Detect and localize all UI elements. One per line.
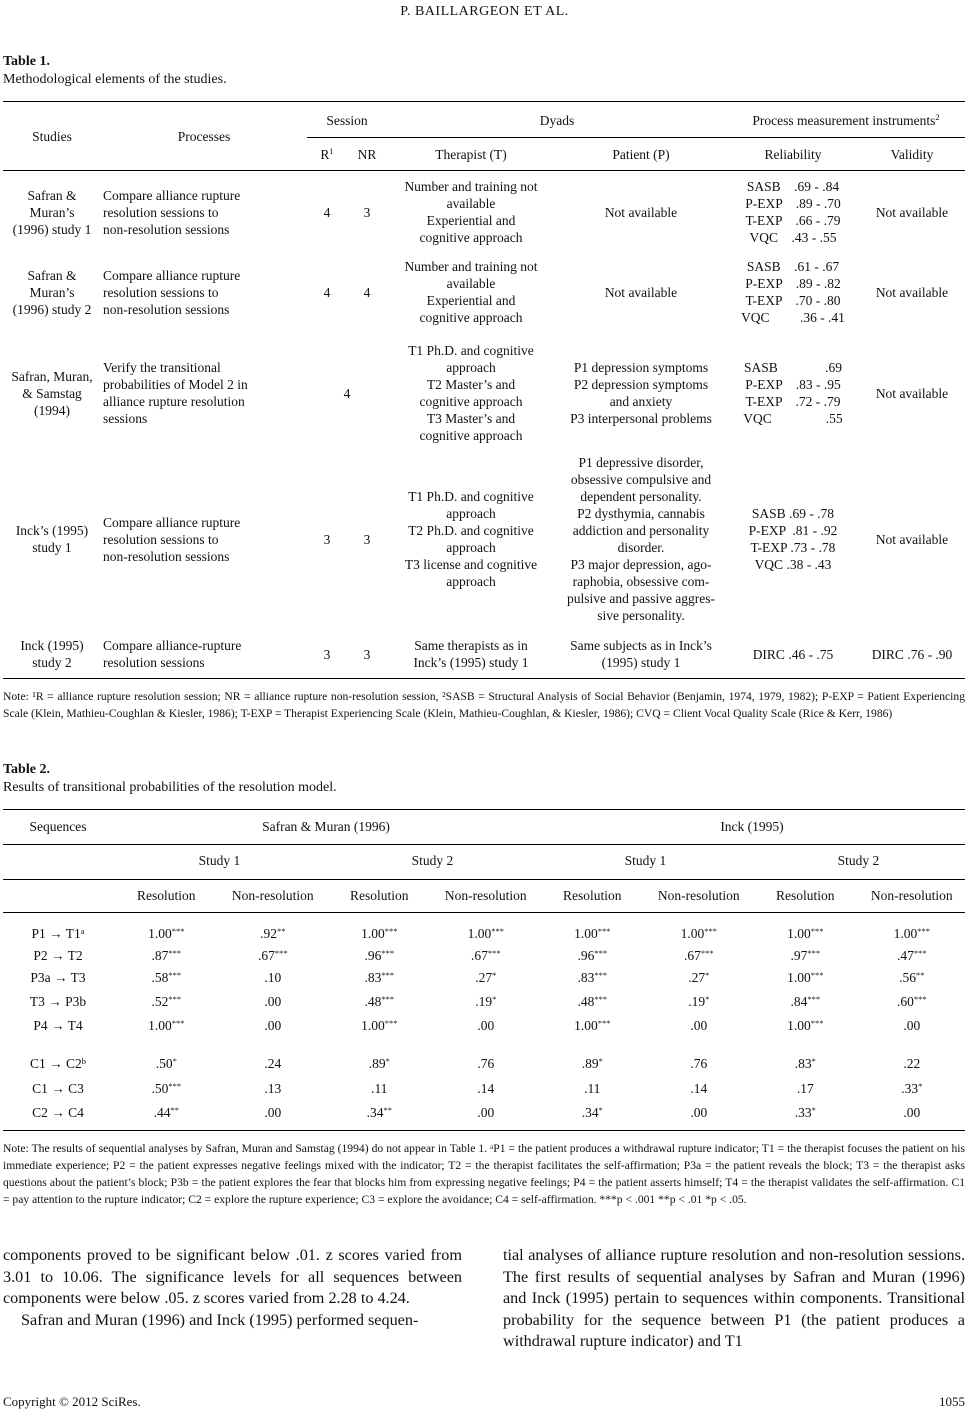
t2-value-cell: .19* <box>475 994 497 1009</box>
t1-row3-validity-line: Not available <box>875 385 949 401</box>
t2-value-cell: .11 <box>371 1081 388 1096</box>
t1-row4-therapist-line: approach <box>446 506 496 521</box>
t1-row2-process-line: resolution sessions to <box>103 284 219 300</box>
t2-value-cell: .50*** <box>151 1081 182 1096</box>
t2-value-cell: .48*** <box>577 994 608 1009</box>
t1-row3-study-line: (1994) <box>34 402 70 418</box>
t1-row5-validity <box>859 646 965 663</box>
t1-header-therapist: Therapist (T) <box>435 147 507 162</box>
t1-row5-process-line: resolution sessions <box>103 655 205 670</box>
t2-value-cell: .67*** <box>257 948 288 963</box>
table2-note: Note: The results of sequential analyses by Safran, Muran and Samstag (1994) do not appear in Table 1. ᵃP1 = the patient produces a withdrawal rupture indicator; T1 = the therapist focuses the patient on his immediate experience; P2 = the patient expresses negative feelings mixed with the indicator; T2 = the therapist facilitates the self-affirmation; P3a = the patient reveals the block; T3 = the therapist asks questions about the patient’s block; P3b = the patient explores the fear that blocks him from expressing negative feelings; P4 = the patient asserts himself; T4 = the therapist validates the self-affirmation. C1 = pay attention to the rupture indicator; C2 = explore the rupture experience; C3 = explore the avoidance; C4 = self-affirmation. ***p < .001 **p < .01 *p < .05. <box>3 1142 965 1206</box>
t1-row1-r <box>307 204 347 221</box>
t2-value-cell: .11 <box>584 1081 601 1096</box>
t2-value-cell: 1.00*** <box>893 926 930 941</box>
t1-row5-study-line: study 2 <box>32 655 72 670</box>
t2-value-cell: 1.00*** <box>467 926 504 941</box>
t1-row2-reliability-line: P-EXP .89 - .82 <box>745 276 841 291</box>
t1-row4-process-line: resolution sessions to <box>103 531 219 547</box>
t2-sequence-label: P4 → T4 <box>33 1018 83 1033</box>
t1-row4-patient-line: raphobia, obsessive com- <box>572 574 710 589</box>
t2-value-cell: .67*** <box>683 948 714 963</box>
t2-sequence-label: P3a → T3 <box>30 970 86 985</box>
t1-row1-study-line: (1996) study 1 <box>12 221 92 237</box>
t1-row4-therapist-line: T2 Ph.D. and cognitive <box>408 523 534 538</box>
t1-row1-study-line: Muran’s <box>29 204 75 220</box>
t1-row5-study-line: Inck (1995) <box>20 638 84 653</box>
t2-study-header: Study 1 <box>198 853 241 868</box>
t1-row3-reliability <box>727 359 859 427</box>
t2-value-cell: .60*** <box>896 994 927 1009</box>
t1-row4-patient-line: sive personality. <box>597 608 685 623</box>
t2-value-cell: 1.00*** <box>787 926 824 941</box>
t1-header-reliability: Reliability <box>764 147 822 162</box>
t1-row5-patient-line: (1995) study 1 <box>601 655 681 670</box>
t2-sequence-label: $P1 \to T1^a$ <box>31 926 85 941</box>
t1-row4-therapist-line: approach <box>446 574 496 589</box>
t1-row4-patient-line: disorder. <box>617 540 665 555</box>
t1-row4-process <box>103 514 307 565</box>
t1-row4-reliability-line: SASB .69 - .78 <box>751 506 835 521</box>
t1-row1-patient-line: Not available <box>604 204 678 220</box>
t2-value-cell: .34** <box>366 1105 392 1120</box>
t2-header-sequences: Sequences <box>29 819 87 834</box>
body-left-paragraph-2: Safran and Muran (1996) and Inck (1995) performed sequen- <box>21 1310 419 1329</box>
t1-row5-r-line: 3 <box>323 646 331 662</box>
t1-header-midrule <box>307 137 965 138</box>
running-header: P. BAILLARGEON ET AL. <box>400 4 569 19</box>
t2-value-cell: .84*** <box>790 994 821 1009</box>
t1-row2-therapist-line: cognitive approach <box>419 310 523 325</box>
t1-row5-process-line: Compare alliance-rupture <box>103 638 242 653</box>
t1-row2-study <box>3 267 101 318</box>
t1-row4-patient-line: addiction and personality <box>572 523 710 538</box>
t1-row1-r-line: 4 <box>323 204 331 220</box>
t1-header-dyads: Dyads <box>539 113 575 128</box>
t2-value-cell: 1.00*** <box>148 1018 185 1033</box>
t2-sequence-label: T3 → P3b <box>29 994 87 1009</box>
t1-row3-study-line: & Samstag <box>22 385 82 401</box>
t2-value-cell: 1.00*** <box>787 970 824 985</box>
t1-row4-patient-line: pulsive and passive aggres- <box>566 591 716 606</box>
t1-row3-r-line: 4 <box>343 385 351 401</box>
t1-row5-patient <box>555 637 727 671</box>
t1-row3-process-line: Verify the transitional <box>103 360 221 375</box>
t1-row3-study <box>3 368 101 419</box>
t2-value-cell: .83*** <box>577 970 608 985</box>
t1-row5-therapist-line: Inck’s (1995) study 1 <box>413 655 529 670</box>
t1-row3-patient-line: P3 interpersonal problems <box>570 411 712 426</box>
t2-value-cell: .00 <box>690 1105 708 1120</box>
t2-header-group2: Inck (1995) <box>720 819 784 834</box>
t2-value-cell: .13 <box>264 1081 282 1096</box>
t1-row4-therapist <box>387 488 555 590</box>
t2-value-cell: .14 <box>690 1081 708 1096</box>
t2-value-cell: .34* <box>581 1105 603 1120</box>
t1-header-processes: Processes <box>177 129 231 144</box>
t1-row2-validity <box>859 284 965 301</box>
t1-row4-nr <box>347 531 387 548</box>
t1-row1-study <box>3 187 101 238</box>
t2-value-cell: 1.00*** <box>361 926 398 941</box>
t1-row2-reliability <box>727 258 859 326</box>
t1-row5-r <box>307 646 347 663</box>
t1-row3-therapist-line: T3 Master’s and <box>426 411 516 426</box>
t1-row4-process-line: non-resolution sessions <box>103 548 230 564</box>
t2-header-group1: Safran & Muran (1996) <box>262 819 390 834</box>
t2-value-cell: .83*** <box>364 970 395 985</box>
table1-title: Table 1. <box>3 54 50 69</box>
t2-value-cell: .67*** <box>470 948 501 963</box>
t1-row2-process-line: non-resolution sessions <box>103 301 230 317</box>
t2-subcol-header: Non-resolution <box>231 888 314 903</box>
t2-study-header: Study 1 <box>624 853 667 868</box>
t1-row3-therapist-line: T1 Ph.D. and cognitive <box>408 343 534 358</box>
t1-row5-patient-line: Same subjects as in Inck’s <box>570 638 712 653</box>
t1-header-studies: Studies <box>32 129 72 144</box>
t1-row1-nr <box>347 204 387 221</box>
t1-row2-validity-line: Not available <box>875 284 949 300</box>
t1-row1-therapist-line: Number and training not <box>404 179 538 194</box>
t1-row1-process-line: non-resolution sessions <box>103 221 230 237</box>
t1-row4-therapist-line: T1 Ph.D. and cognitive <box>408 489 534 504</box>
t2-value-cell: .76 <box>477 1056 495 1071</box>
t1-row2-reliability-line: VQC .36 - .41 <box>741 310 845 325</box>
t2-value-cell: .22 <box>903 1056 921 1071</box>
t2-value-cell: 1.00*** <box>680 926 717 941</box>
t1-row2-reliability-line: T-EXP .70 - .80 <box>745 293 841 308</box>
t1-row2-r-line: 4 <box>323 284 331 300</box>
t2-value-cell: .83* <box>794 1056 816 1071</box>
t2-value-cell: 1.00*** <box>574 926 611 941</box>
body-right-paragraph-1: tial analyses of alliance rupture resolution and non-resolution sessions. The first results of sequential analyses by Safran and Muran (1996) and Inck (1995) pertain to sequences within components. Transitional probability for the sequence between P1 (the patient produces a withdrawal rupture indicator) and T1 <box>503 1246 965 1350</box>
t2-value-cell: .76 <box>690 1056 708 1071</box>
t1-row4-patient-line: P1 depressive disorder, <box>578 455 704 470</box>
t1-row1-patient <box>555 204 727 221</box>
t1-row4-reliability-line: T-EXP .73 - .78 <box>750 540 836 555</box>
t1-row1-process <box>103 187 307 238</box>
t1-row3-process-line: alliance rupture resolution <box>103 394 245 409</box>
t1-header-session: Session <box>326 113 368 128</box>
t1-header-patient: Patient (P) <box>612 147 670 162</box>
t1-row4-nr-line: 3 <box>363 531 371 547</box>
t1-header-instruments: Process measurement instruments$^2$ <box>752 112 940 128</box>
t1-row4-patient-line: dependent personality. <box>580 489 702 504</box>
t1-row4-reliability-line: P-EXP .81 - .92 <box>748 523 838 538</box>
t2-value-cell: .00 <box>264 994 282 1009</box>
body-left-column <box>3 1245 462 1331</box>
t1-row3-therapist-line: T2 Master’s and <box>426 377 516 392</box>
t1-row2-nr <box>347 284 387 301</box>
t1-row4-r <box>307 531 347 548</box>
t2-value-cell: .14 <box>477 1081 495 1096</box>
body-right-column <box>503 1245 965 1353</box>
t1-row3-reliability-line: P-EXP .83 - .95 <box>745 377 841 392</box>
t1-row3-patient <box>555 359 727 427</box>
t2-value-cell: .10 <box>264 970 282 985</box>
t2-value-cell: .27* <box>688 970 710 985</box>
t1-row4-patient <box>555 454 727 624</box>
t2-study-header: Study 2 <box>411 853 454 868</box>
t1-row4-validity <box>859 531 965 548</box>
t1-row2-therapist-line: available <box>446 276 496 291</box>
t1-row1-reliability-line: T-EXP .66 - .79 <box>745 213 841 228</box>
t2-value-cell: .87*** <box>151 948 182 963</box>
t1-row4-study <box>3 522 101 556</box>
t1-row5-validity-line: DIRC .76 - .90 <box>871 646 953 662</box>
t2-subcol-header: Resolution <box>136 888 196 903</box>
t1-row4-reliability <box>727 505 859 573</box>
t2-value-cell: .27* <box>475 970 497 985</box>
t1-row1-therapist <box>387 178 555 246</box>
t2-value-cell: .00 <box>264 1105 282 1120</box>
t1-row4-study-line: study 1 <box>32 540 72 555</box>
t2-value-cell: 1.00*** <box>574 1018 611 1033</box>
table1-bottom-rule <box>3 678 965 679</box>
t1-row3-reliability-line: VQC .55 <box>743 411 843 426</box>
t1-row2-therapist-line: Number and training not <box>404 259 538 274</box>
t1-row3-patient-line: P2 depression symptoms <box>573 377 709 392</box>
table1-top-rule <box>3 101 965 102</box>
t2-value-cell: .58*** <box>151 970 182 985</box>
t1-row3-therapist-line: cognitive approach <box>419 394 523 409</box>
table2-subtitle: Results of transitional probabilities of the resolution model. <box>3 780 337 795</box>
t2-sequence-label: C2 → C4 <box>32 1105 84 1120</box>
table2-top-rule <box>3 809 965 810</box>
table1-subtitle: Methodological elements of the studies. <box>3 72 227 87</box>
t1-row2-study-line: Safran & <box>27 267 77 283</box>
t1-row3-process <box>103 359 307 427</box>
t1-row4-patient-line: P2 dysthymia, cannabis <box>577 506 705 521</box>
t2-subcol-header: Resolution <box>562 888 622 903</box>
t1-row2-reliability-line: SASB .61 - .67 <box>746 259 840 274</box>
t1-row5-study <box>3 637 101 671</box>
t2-value-cell: .97*** <box>790 948 821 963</box>
t2-value-cell: .19* <box>688 994 710 1009</box>
t1-row1-validity-line: Not available <box>875 204 949 220</box>
body-left-paragraph-1: components proved to be significant below .01. z scores varied from 3.01 to 10.06. The significance levels for all sequences between components were below .05. z scores varied from 2.28 to 4.24. <box>3 1246 462 1307</box>
t1-row5-process <box>103 637 307 671</box>
t2-value-cell: .52*** <box>151 994 182 1009</box>
t1-row1-nr-line: 3 <box>363 204 371 220</box>
t1-row2-r <box>307 284 347 301</box>
t1-row1-therapist-line: cognitive approach <box>419 230 523 245</box>
t2-rule-3 <box>3 879 965 880</box>
footer-page-number: 1055 <box>939 1394 965 1409</box>
t1-row2-nr-line: 4 <box>363 284 371 300</box>
t1-row1-study-line: Safran & <box>27 187 77 203</box>
t2-value-cell: .17 <box>796 1081 814 1096</box>
t2-value-cell: .96*** <box>364 948 395 963</box>
t1-row1-process-line: Compare alliance rupture <box>103 187 241 203</box>
t1-header-r: $R^1$ <box>320 146 334 162</box>
t1-row1-therapist-line: available <box>446 196 496 211</box>
t1-row1-process-line: resolution sessions to <box>103 204 219 220</box>
t1-row5-therapist-line: Same therapists as in <box>414 638 528 653</box>
t1-row3-patient-line: and anxiety <box>609 394 673 409</box>
t2-value-cell: .89* <box>368 1056 390 1071</box>
t1-row4-process-line: Compare alliance rupture <box>103 514 241 530</box>
t2-study-header: Study 2 <box>837 853 880 868</box>
t1-header-nr: NR <box>357 147 377 162</box>
t1-row3-reliability-line: T-EXP .72 - .79 <box>745 394 841 409</box>
t1-row4-therapist-line: approach <box>446 540 496 555</box>
t1-row4-validity-line: Not available <box>875 531 949 547</box>
t2-value-cell: .44** <box>153 1105 179 1120</box>
t1-row3-study-line: Safran, Muran, <box>11 368 93 384</box>
t2-rule-2 <box>3 844 965 845</box>
t2-value-cell: .56** <box>899 970 925 985</box>
t1-row1-reliability-line: SASB .69 - .84 <box>746 179 840 194</box>
t1-row3-reliability-line: SASB .69 <box>744 360 842 375</box>
table1-note: Note: ¹R = alliance rupture resolution session; NR = alliance rupture non-resolution session, ²SASB = Structural Analysis of Social Behavior (Benjamin, 1974, 1979, 1982); P-EXP = Patient Experiencing Scale (Klein, Mathieu-Coughlan & Kiesler, 1986); T-EXP = Therapist Experiencing Scale (Klein, Mathieu-Coughlan, & Kiesler, 1986); CVQ = Client Vocal Quality Scale (Rice & Kerr, 1986) <box>3 690 965 720</box>
t2-subcol-header: Non-resolution <box>870 888 953 903</box>
t1-row3-process-line: sessions <box>103 411 148 426</box>
t1-row3-therapist-line: approach <box>446 360 496 375</box>
t1-row1-therapist-line: Experiential and <box>426 213 516 228</box>
t2-value-cell: 1.00*** <box>361 1018 398 1033</box>
t1-row4-patient-line: P3 major depression, ago- <box>570 557 712 572</box>
table2-title: Table 2. <box>3 762 50 777</box>
t2-subcol-header: Non-resolution <box>657 888 740 903</box>
t1-row3-r <box>307 385 387 402</box>
t2-value-cell: .33* <box>901 1081 923 1096</box>
t1-row2-patient-line: Not available <box>604 284 678 300</box>
t1-header-bottom-rule <box>3 170 965 171</box>
t2-value-cell: .92** <box>260 926 286 941</box>
t1-row1-reliability <box>727 178 859 246</box>
t1-row4-reliability-line: VQC .38 - .43 <box>754 557 832 572</box>
t2-value-cell: .00 <box>903 1105 921 1120</box>
t2-sequence-label: C1 → C3 <box>32 1081 84 1096</box>
t1-row1-reliability-line: P-EXP .89 - .70 <box>745 196 841 211</box>
t2-value-cell: .00 <box>477 1018 495 1033</box>
t1-row3-patient-line: P1 depression symptoms <box>573 360 709 375</box>
t1-row4-patient-line: obsessive compulsive and <box>570 472 712 487</box>
t2-value-cell: .89* <box>581 1056 603 1071</box>
t1-row4-therapist-line: T3 license and cognitive <box>404 557 538 572</box>
t2-value-cell: .00 <box>903 1018 921 1033</box>
t2-value-cell: .24 <box>264 1056 282 1071</box>
t1-row2-study-line: Muran’s <box>29 284 75 300</box>
t2-value-cell: .96*** <box>577 948 608 963</box>
t1-row2-patient <box>555 284 727 301</box>
t2-value-cell: 1.00*** <box>148 926 185 941</box>
t1-row2-process <box>103 267 307 318</box>
t1-row2-therapist-line: Experiential and <box>426 293 516 308</box>
t1-row5-reliability-line: DIRC .46 - .75 <box>752 646 834 662</box>
footer-copyright: Copyright © 2012 SciRes. <box>3 1394 141 1409</box>
t2-subcol-header: Resolution <box>349 888 409 903</box>
t2-value-cell: .00 <box>690 1018 708 1033</box>
t2-value-cell: .33* <box>794 1105 816 1120</box>
t2-value-cell: .48*** <box>364 994 395 1009</box>
t1-row1-validity <box>859 204 965 221</box>
t2-sequence-label: $C1 \to C2^b$ <box>29 1056 86 1071</box>
t1-row2-study-line: (1996) study 2 <box>12 301 92 317</box>
table2-bottom-rule <box>3 1130 965 1131</box>
t1-row5-nr-line: 3 <box>363 646 371 662</box>
t1-row2-process-line: Compare alliance rupture <box>103 267 241 283</box>
t1-row3-therapist <box>387 342 555 444</box>
t2-rule-4 <box>3 912 965 913</box>
t2-value-cell: .00 <box>477 1105 495 1120</box>
t1-row5-nr <box>347 646 387 663</box>
t1-row3-process-line: probabilities of Model 2 in <box>103 377 248 392</box>
t2-value-cell: 1.00*** <box>787 1018 824 1033</box>
t2-subcol-header: Resolution <box>775 888 835 903</box>
t1-row2-therapist <box>387 258 555 326</box>
t1-row3-validity <box>859 385 965 402</box>
t2-value-cell: .50* <box>155 1056 177 1071</box>
t2-value-cell: .00 <box>264 1018 282 1033</box>
t1-row3-therapist-line: cognitive approach <box>419 428 523 443</box>
t1-header-validity: Validity <box>890 147 934 162</box>
t1-row5-reliability <box>727 646 859 663</box>
t1-row4-study-line: Inck’s (1995) <box>15 523 89 538</box>
t2-value-cell: .47*** <box>896 948 927 963</box>
t2-subcol-header: Non-resolution <box>444 888 527 903</box>
t1-row5-therapist <box>387 637 555 671</box>
t1-row1-reliability-line: VQC .43 - .55 <box>749 230 837 245</box>
t1-row4-r-line: 3 <box>323 531 331 547</box>
t2-sequence-label: P2 → T2 <box>33 948 83 963</box>
